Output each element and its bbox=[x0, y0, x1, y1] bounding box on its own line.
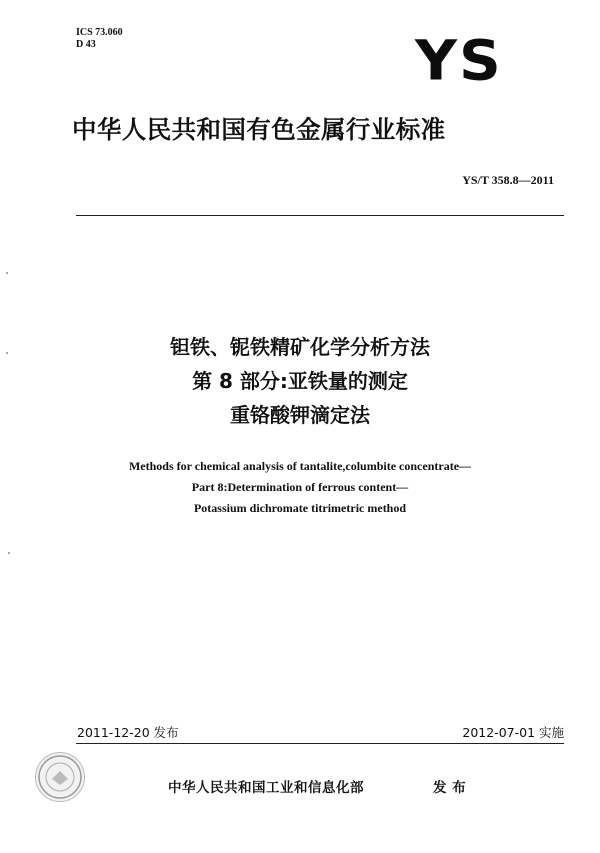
ccs-code: D 43 bbox=[76, 39, 96, 50]
english-title-line-2: Part 8:Determination of ferrous content— bbox=[191, 480, 409, 494]
scan-speck bbox=[6, 272, 8, 274]
issuer: 中华人民共和国工业和信息化部 bbox=[168, 780, 364, 796]
english-title-line-1: Methods for chemical analysis of tantalite,columbite concentrate— bbox=[128, 459, 472, 473]
header-divider bbox=[76, 215, 564, 216]
english-title-line-3: Potassium dichromate titrimetric method bbox=[193, 501, 407, 515]
scan-speck bbox=[8, 552, 10, 554]
classification-codes bbox=[76, 27, 123, 51]
issue-date: 2011-12-20 发布 bbox=[77, 725, 179, 740]
chinese-title-line-3: 重铬酸钾滴定法 bbox=[230, 403, 370, 427]
standard-number: YS/T 358.8—2011 bbox=[462, 173, 554, 187]
ics-code: ICS 73.060 bbox=[76, 27, 123, 38]
footer-divider bbox=[76, 743, 564, 744]
organization-title: 中华人民共和国有色金属行业标准 bbox=[72, 115, 446, 144]
implement-date: 2012-07-01 实施 bbox=[462, 725, 564, 740]
ys-logo: YS bbox=[415, 28, 503, 93]
chinese-title-line-1: 钽铁、铌铁精矿化学分析方法 bbox=[170, 335, 430, 359]
issue-action: 发 布 bbox=[433, 780, 467, 796]
scan-speck bbox=[6, 352, 8, 354]
chinese-title-line-2: 第 8 部分:亚铁量的测定 bbox=[192, 369, 408, 393]
stamp-seal bbox=[35, 752, 85, 802]
